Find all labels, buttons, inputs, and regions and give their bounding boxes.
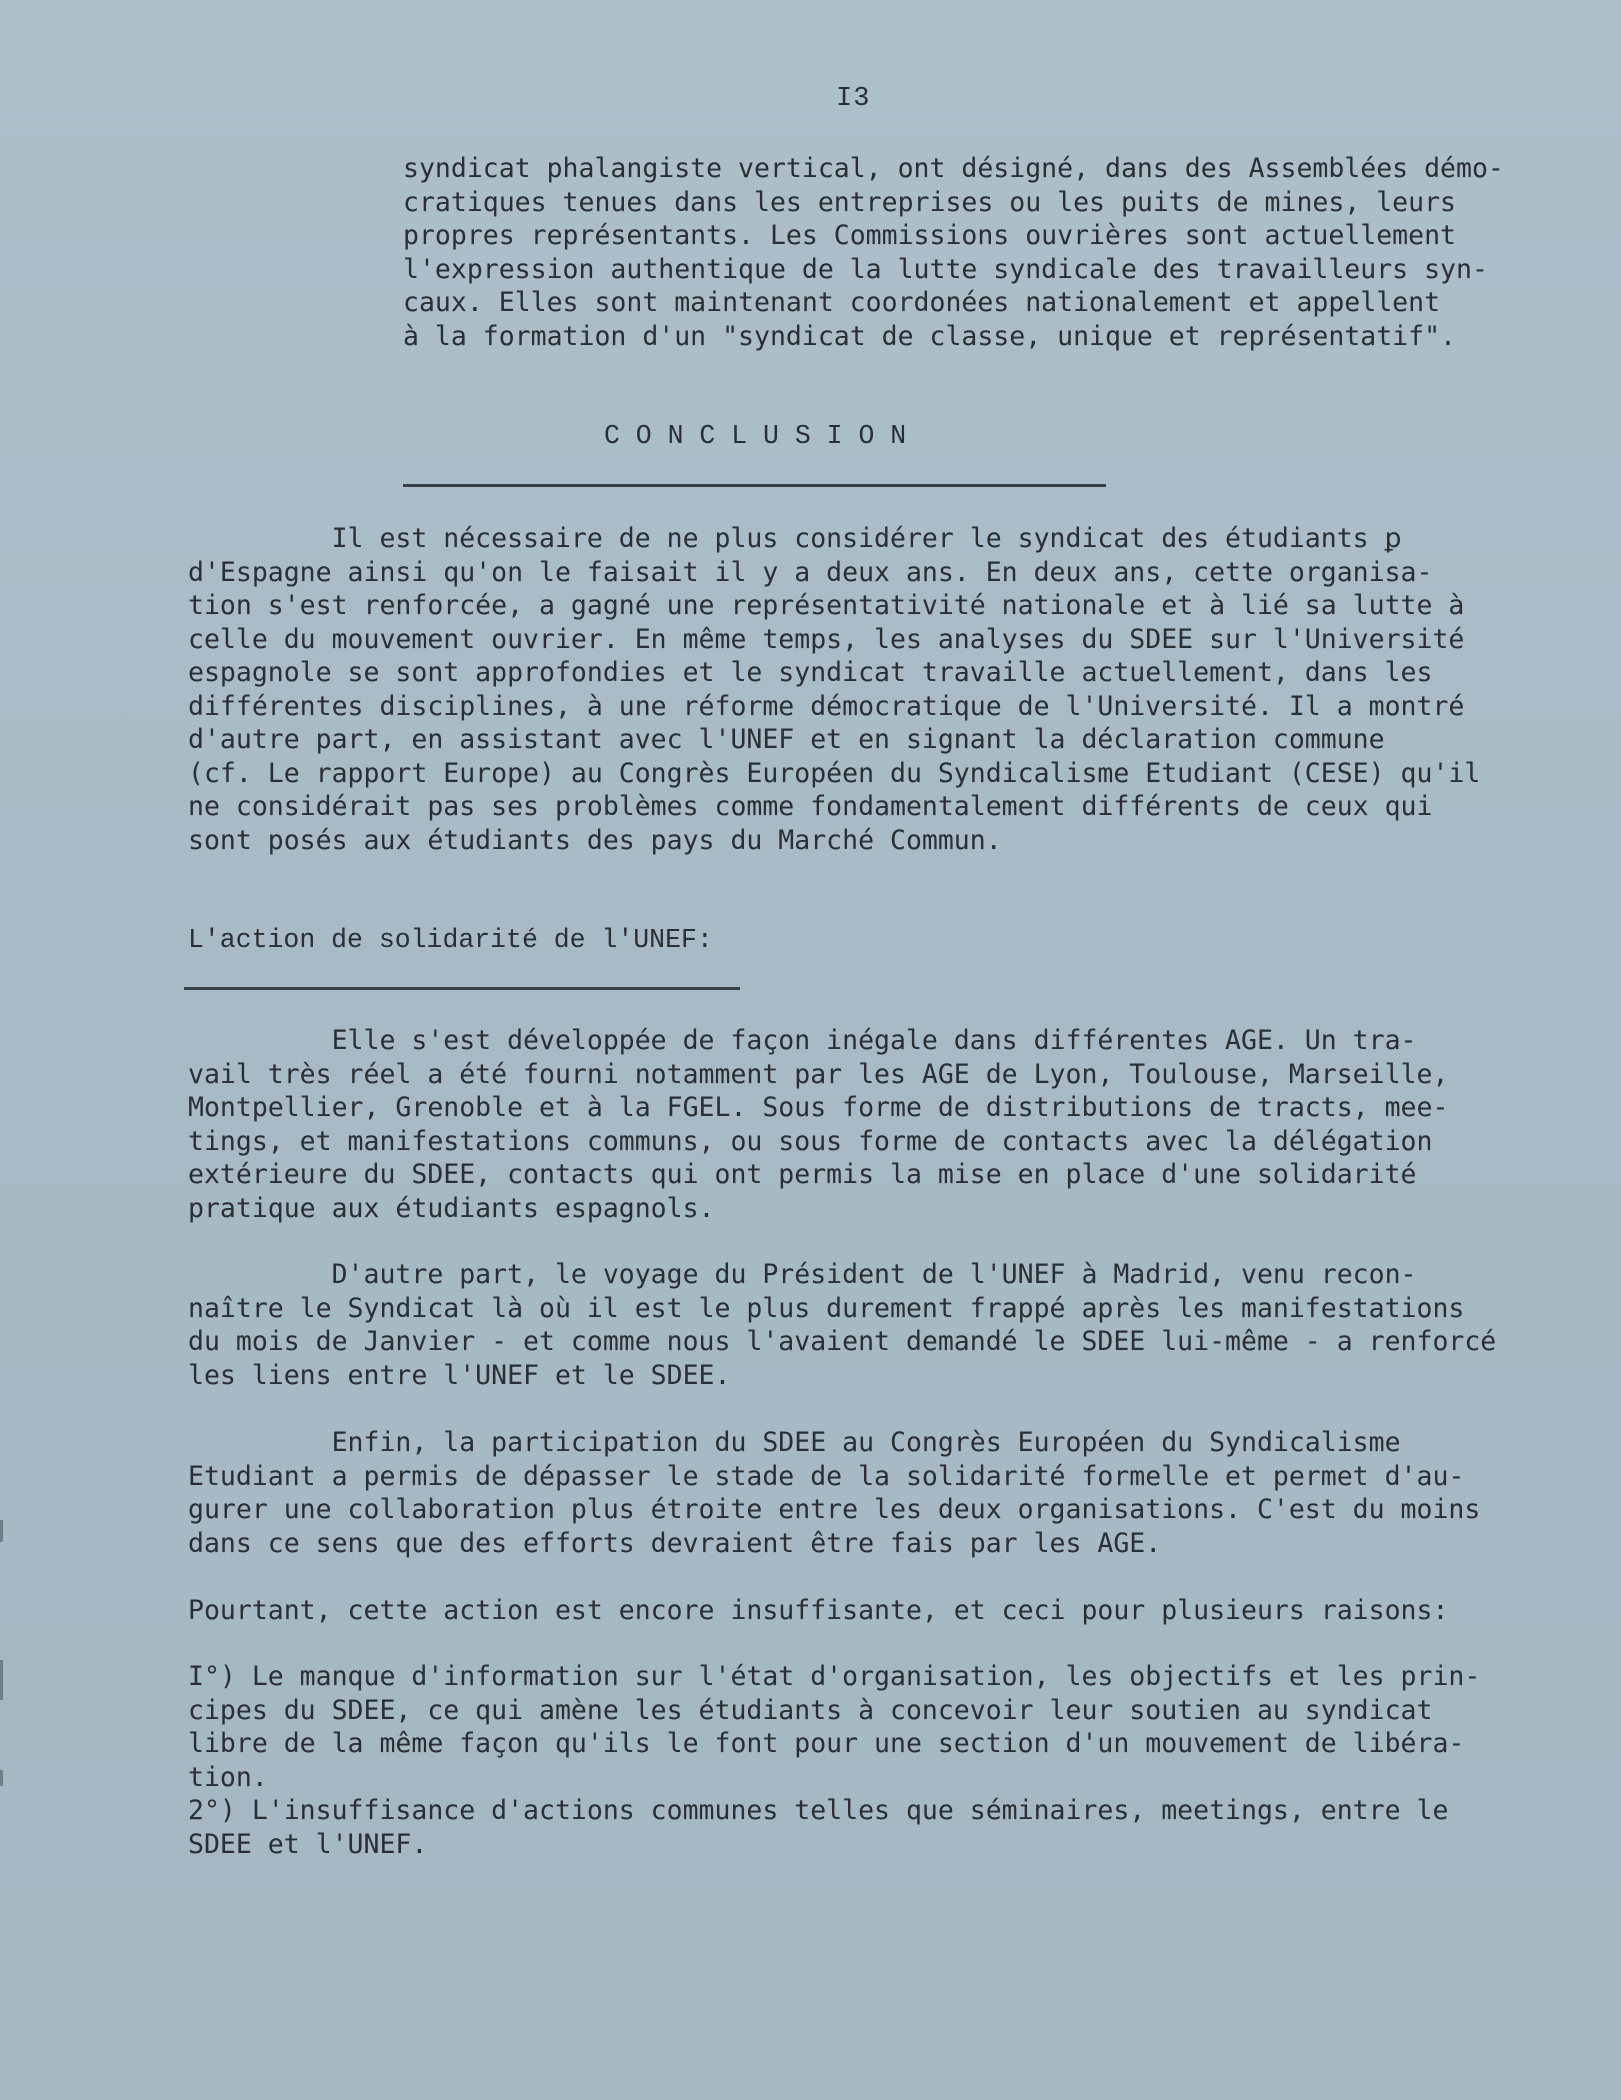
text-line: espagnole se sont approfondies et le syndicat travaille actuellement, dans les — [188, 657, 1433, 688]
text-line: Il est nécessaire de ne plus considérer le syndicat des étudiants ꝑ — [188, 523, 1402, 554]
text-line: extérieure du SDEE, contacts qui ont permis la mise en place d'une solidarité — [188, 1159, 1417, 1190]
text-line: celle du mouvement ouvrier. En même temps, les analyses du SDEE sur l'Université — [188, 623, 1465, 655]
text-line: d'autre part, en assistant avec l'UNEF et en signant la déclaration commune — [188, 724, 1385, 755]
insufficient-intro — [188, 1594, 1448, 1628]
list-item: 2°) L'insuffisance d'actions communes telles que séminaires, meetings, entre le — [188, 1795, 1449, 1826]
text-line: dans ce sens que des efforts devraient être fais par les AGE. — [188, 1527, 1162, 1559]
solidarity-underline — [184, 987, 740, 990]
text-line: sont posés aux étudiants des pays du Marché Commun. — [188, 824, 1002, 856]
text-line: différentes disciplines, à une réforme démocratique de l'Université. Il a montré — [188, 690, 1465, 722]
scan-edge-mark — [0, 1770, 3, 1786]
list-item: I°) Le manque d'information sur l'état d'organisation, les objectifs et les prin- — [188, 1661, 1481, 1692]
text-line: propres représentants. Les Commissions ouvrières sont actuellement — [403, 220, 1456, 251]
text-line: Montpellier, Grenoble et à la FGEL. Sous forme de distributions de tracts, mee- — [188, 1092, 1449, 1123]
text-line: ne considérait pas ses problèmes comme fondamentalement différents de ceux qui — [188, 791, 1433, 822]
text-line: D'autre part, le voyage du Président de l'UNEF à Madrid, venu recon- — [188, 1259, 1417, 1290]
list-item: libre de la même façon qu'ils le font pour une section d'un mouvement de libéra- — [188, 1728, 1465, 1759]
text-line: d'Espagne ainsi qu'on le faisait il y a deux ans. En deux ans, cette organisa- — [188, 556, 1433, 588]
text-line: gurer une collaboration plus étroite entre les deux organisations. C'est du moins — [188, 1494, 1481, 1525]
text-line: pratique aux étudiants espagnols. — [188, 1192, 715, 1224]
text-line: tion s'est renforcée, a gagné une représentativité nationale et à lié sa lutte à — [188, 590, 1465, 621]
solidarity-paragraph-1 — [188, 1024, 1448, 1225]
scan-edge-mark — [0, 1520, 3, 1542]
conclusion-heading: C O N C L U S I O N — [604, 421, 907, 451]
text-line: caux. Elles sont maintenant coordonées nationalement et appellent — [403, 287, 1441, 318]
list-item: cipes du SDEE, ce qui amène les étudiants à concevoir leur soutien au syndicat — [188, 1694, 1433, 1726]
text-line: vail très réel a été fourni notamment par les AGE de Lyon, Toulouse, Marseille, — [188, 1058, 1449, 1090]
list-item: tion. — [188, 1761, 268, 1793]
text-line: du mois de Janvier - et comme nous l'avaient demandé le SDEE lui-même - a renforcé — [188, 1326, 1497, 1357]
intro-paragraph — [403, 152, 1504, 353]
list-item: SDEE et l'UNEF. — [188, 1828, 428, 1860]
text-line: cratiques tenues dans les entreprises ou les puits de mines, leurs — [403, 186, 1456, 218]
conclusion-paragraph — [188, 522, 1480, 857]
page-number: I3 — [836, 84, 871, 114]
solidarity-paragraph-3 — [188, 1426, 1480, 1560]
text-line: à la formation d'un "syndicat de classe, unique et représentatif". — [403, 320, 1456, 352]
solidarity-paragraph-2 — [188, 1258, 1496, 1392]
conclusion-underline — [403, 484, 1106, 487]
text-line: (cf. Le rapport Europe) au Congrès Européen du Syndicalisme Etudiant (CESE) qu'il — [188, 757, 1481, 789]
text-line: l'expression authentique de la lutte syndicale des travailleurs syn- — [403, 253, 1488, 285]
text-line: tings, et manifestations communs, ou sous forme de contacts avec la délégation — [188, 1125, 1433, 1157]
text-line: Etudiant a permis de dépasser le stade de la solidarité formelle et permet d'au- — [188, 1460, 1465, 1492]
text-line: syndicat phalangiste vertical, ont désigné, dans des Assemblées démo- — [403, 153, 1504, 184]
text-line: Pourtant, cette action est encore insuffisante, et ceci pour plusieurs raisons: — [188, 1595, 1449, 1626]
solidarity-heading: L'action de solidarité de l'UNEF: — [188, 925, 713, 955]
scan-edge-mark — [0, 1660, 3, 1700]
text-line: Elle s'est développée de façon inégale dans différentes AGE. Un tra- — [188, 1025, 1417, 1056]
reasons-list — [188, 1660, 1480, 1861]
text-line: les liens entre l'UNEF et le SDEE. — [188, 1359, 731, 1391]
text-line: naître le Syndicat là où il est le plus durement frappé après les manifestations — [188, 1292, 1465, 1324]
text-line: Enfin, la participation du SDEE au Congrès Européen du Syndicalisme — [188, 1427, 1401, 1458]
